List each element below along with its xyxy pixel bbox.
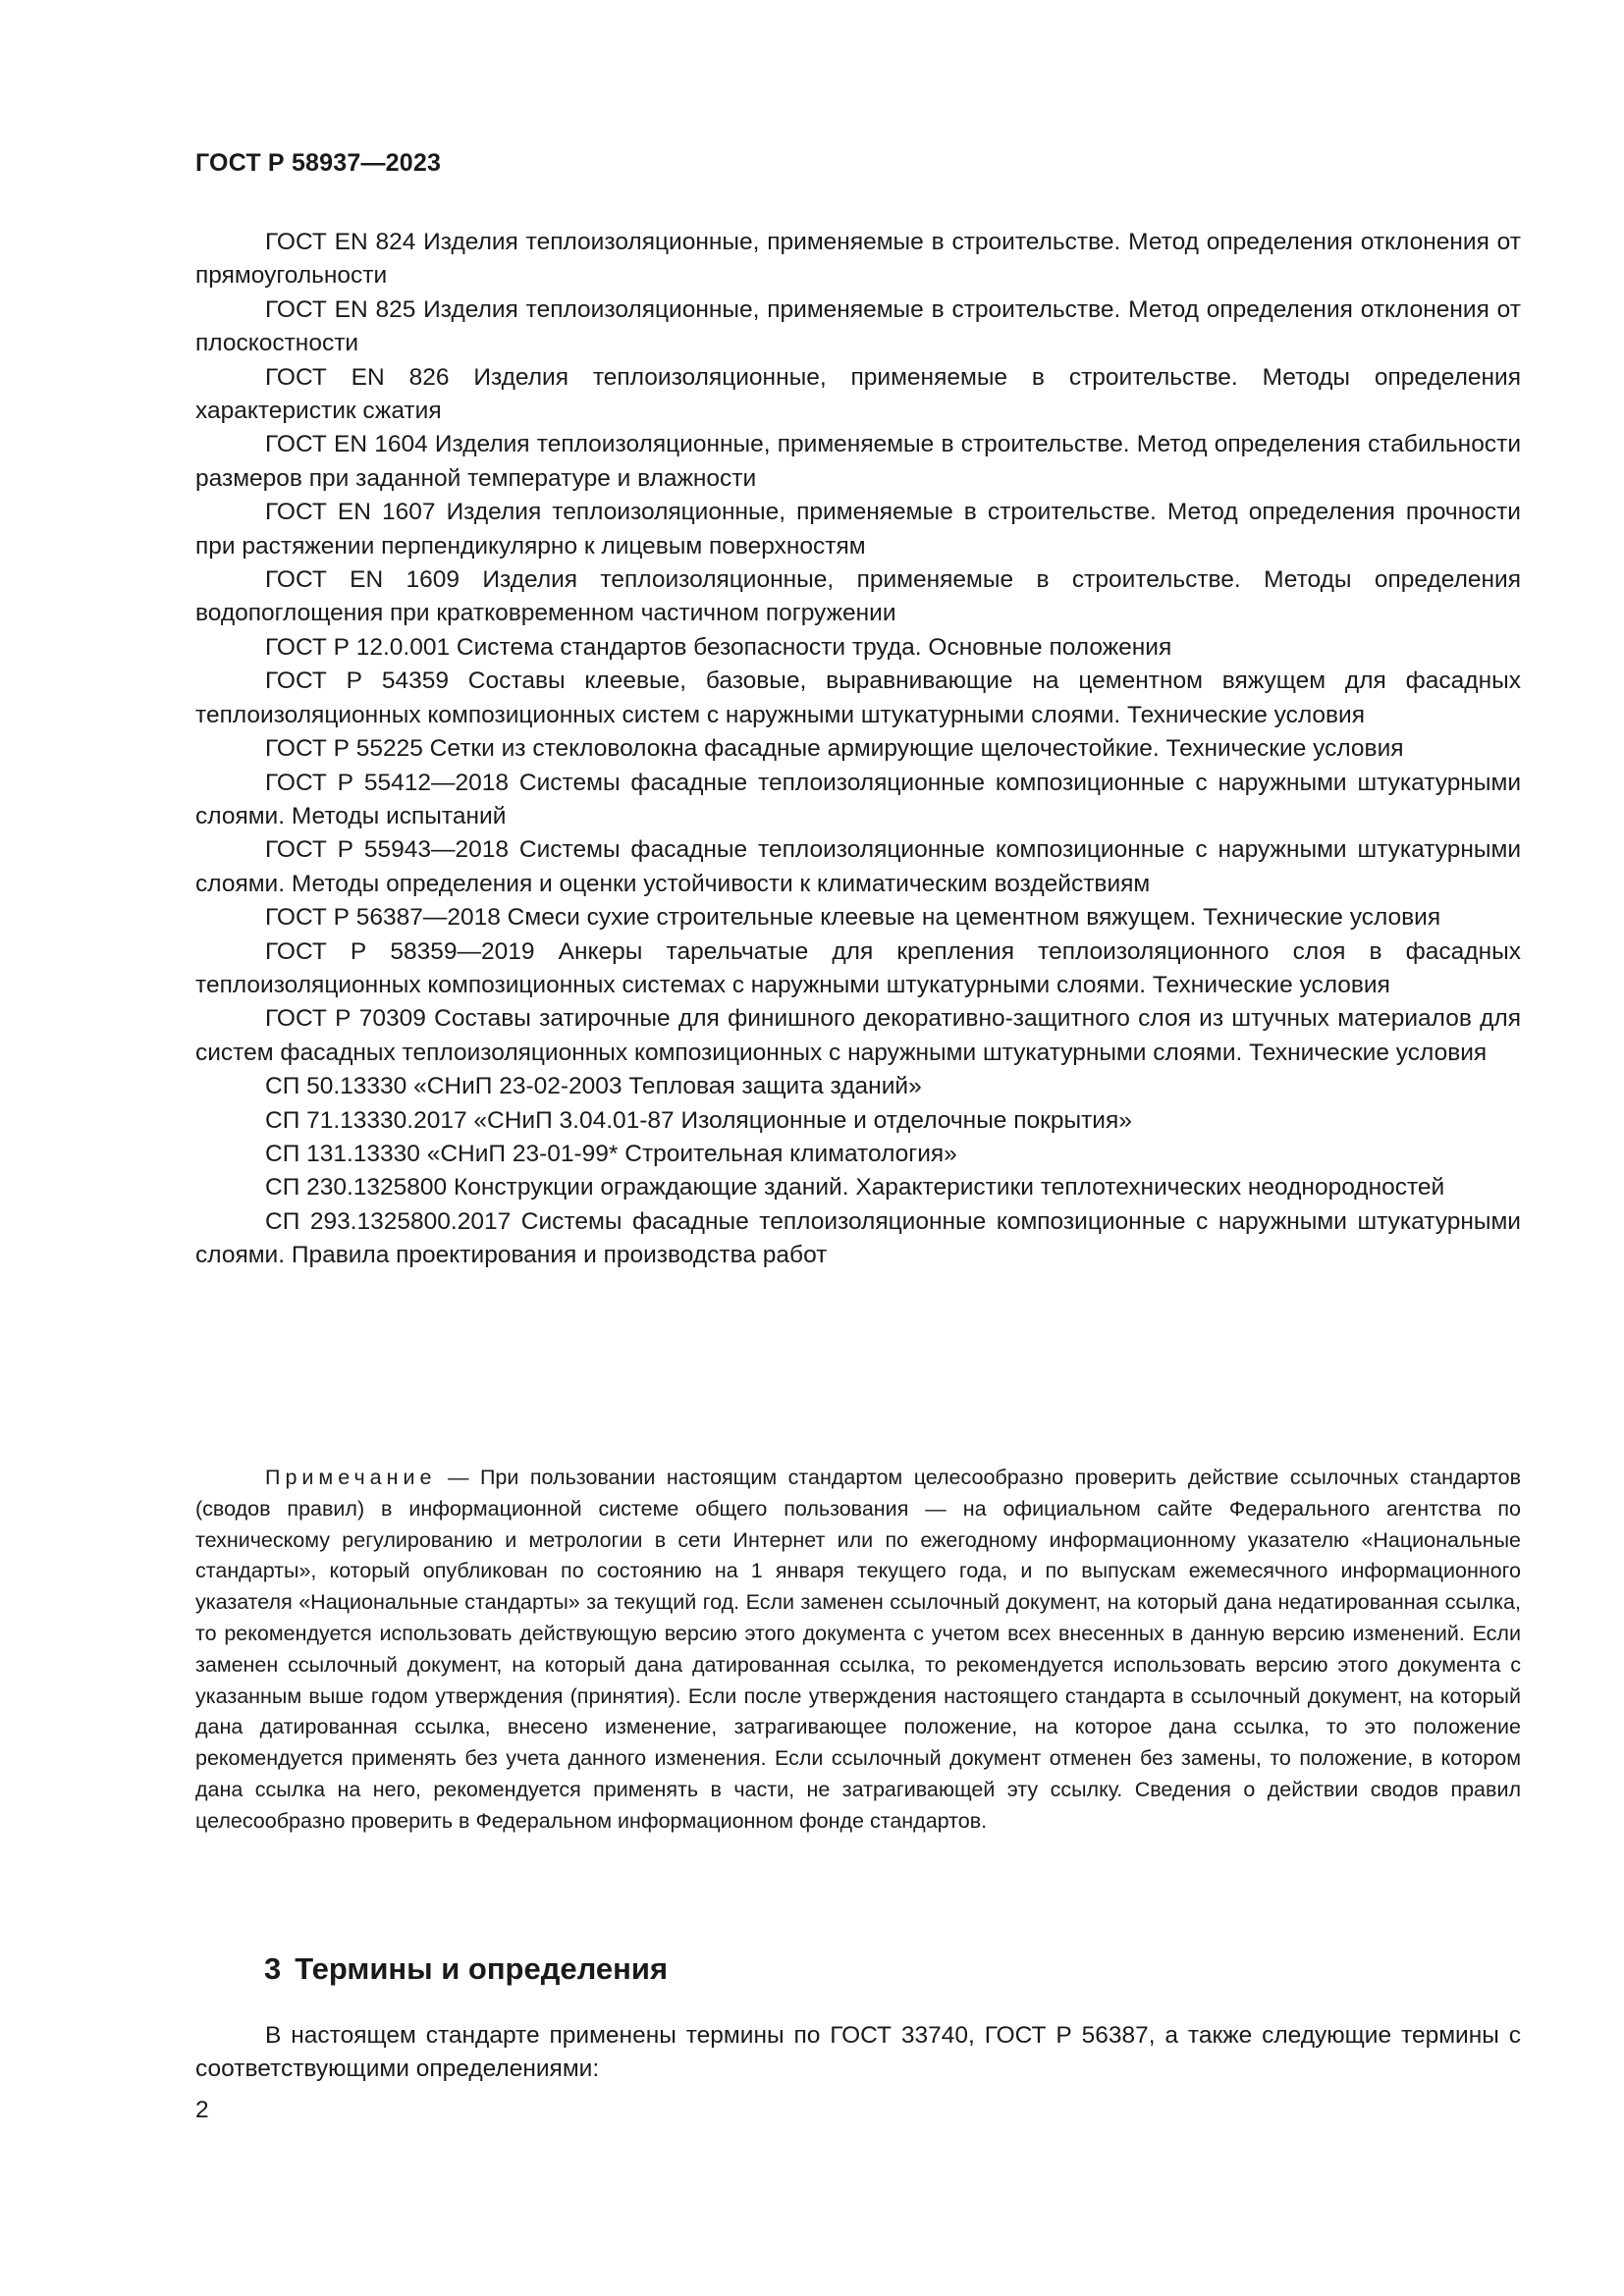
reference-item: ГОСТ EN 825 Изделия теплоизоляционные, применяемые в строительстве. Метод определения отклонения от плоскостности — [195, 295, 1521, 357]
reference-item: СП 50.13330 «СНиП 23-02-2003 Тепловая защита зданий» — [265, 1073, 922, 1100]
page-number: 2 — [195, 2097, 209, 2123]
reference-item: ГОСТ EN 1609 Изделия теплоизоляционные, применяемые в строительстве. Методы определения водопоглощения при кратковременном частичном погружении — [195, 566, 1521, 627]
reference-item: ГОСТ Р 12.0.001 Система стандартов безопасности труда. Основные положения — [265, 633, 1172, 661]
section-heading — [264, 1951, 668, 1987]
reference-item: ГОСТ Р 56387—2018 Смеси сухие строительные клеевые на цементном вяжущем. Технические условия — [265, 904, 1441, 932]
reference-item: ГОСТ Р 55412—2018 Системы фасадные теплоизоляционные композиционные с наружными штукатурными слоями. Методы испытаний — [195, 769, 1521, 829]
reference-item: ГОСТ Р 55225 Сетки из стекловолокна фасадные армирующие щелочестойкие. Технические условия — [265, 735, 1404, 763]
normative-references-list — [195, 226, 1521, 1273]
reference-item: СП 71.13330.2017 «СНиП 3.04.01-87 Изоляционные и отделочные покрытия» — [265, 1106, 1132, 1134]
reference-item: СП 293.1325800.2017 Системы фасадные теплоизоляционные композиционные с наружными штукатурными слоями. Правила проектирования и производства работ — [195, 1207, 1521, 1269]
reference-item: ГОСТ Р 54359 Составы клеевые, базовые, выравнивающие на цементном вяжущем для фасадных теплоизоляционных композиционных систем с наружными штукатурными слоями. Технические условия — [195, 667, 1521, 728]
section-title-text: Термины и определения — [295, 1951, 669, 1986]
reference-item: СП 131.13330 «СНиП 23-01-99* Строительная климатология» — [265, 1140, 957, 1167]
section-intro-paragraph: В настоящем стандарте применены термины по ГОСТ 33740, ГОСТ Р 56387, а также следующие термины с соответствующими определениями: — [195, 2022, 1521, 2083]
reference-item: ГОСТ EN 1607 Изделия теплоизоляционные, применяемые в строительстве. Метод определения прочности при растяжении перпендикулярно к лицевым поверхностям — [195, 499, 1521, 560]
document-header: ГОСТ Р 58937—2023 — [195, 149, 442, 177]
reference-item: ГОСТ Р 55943—2018 Системы фасадные теплоизоляционные композиционные с наружными штукатурными слоями. Методы определения и оценки устойчивости к климатическим воздействиям — [195, 836, 1521, 897]
note-label: Примечание — [265, 1466, 437, 1489]
reference-item: ГОСТ EN 824 Изделия теплоизоляционные, применяемые в строительстве. Метод определения отклонения от прямоугольности — [195, 229, 1521, 290]
reference-item: ГОСТ EN 1604 Изделия теплоизоляционные, применяемые в строительстве. Метод определения стабильности размеров при заданной температуре и влажности — [195, 431, 1521, 492]
reference-item: ГОСТ Р 70309 Составы затирочные для финишного декоративно-защитного слоя из штучных материалов для систем фасадных теплоизоляционных композиционных с наружными штукатурными слоями. Технические условия — [195, 1005, 1521, 1066]
note-text: — При пользовании настоящим стандартом целесообразно проверить действие ссылочных стандартов (сводов правил) в информационной системе общего пользования — на официальном сайте Федерального агентства по техническому регулированию и метрологии в сети Интернет или по ежегодному информационному указателю «Национальные стандарты», который опубликован по состоянию на 1 января текущего года, и по выпускам ежемесячного информационного указателя «Национальные стандарты» за текущий год. Если заменен ссылочный документ, на который дана недатированная ссылка, то рекомендуется использовать действующую версию этого документа с учетом всех внесенных в данную версию изменений. Если заменен ссылочный документ, на который дана датированная ссылка, то рекомендуется использовать версию этого документа с указанным выше годом утверждения (принятия). Если после утверждения настоящего стандарта в ссылочный документ, на который дана датированная ссылка, внесено изменение, затрагивающее положение, на которое дана ссылка, то это положение рекомендуется применять без учета данного изменения. Если ссылочный документ отменен без замены, то положение, в котором дана ссылка на него, рекомендуется применять в части, не затрагивающей эту ссылку. Сведения о действии сводов правил целесообразно проверить в Федеральном информационном фонде стандартов. — [195, 1466, 1521, 1833]
section-number: 3 — [264, 1951, 282, 1986]
note-paragraph — [195, 1463, 1521, 1838]
reference-item: ГОСТ Р 58359—2019 Анкеры тарельчатые для крепления теплоизоляционного слоя в фасадных теплоизоляционных композиционных системах с наружными штукатурными слоями. Технические условия — [195, 937, 1521, 998]
reference-item: ГОСТ EN 826 Изделия теплоизоляционные, применяемые в строительстве. Методы определения характеристик сжатия — [195, 363, 1521, 425]
reference-item: СП 230.1325800 Конструкции ограждающие зданий. Характеристики теплотехнических неоднородностей — [265, 1174, 1445, 1201]
